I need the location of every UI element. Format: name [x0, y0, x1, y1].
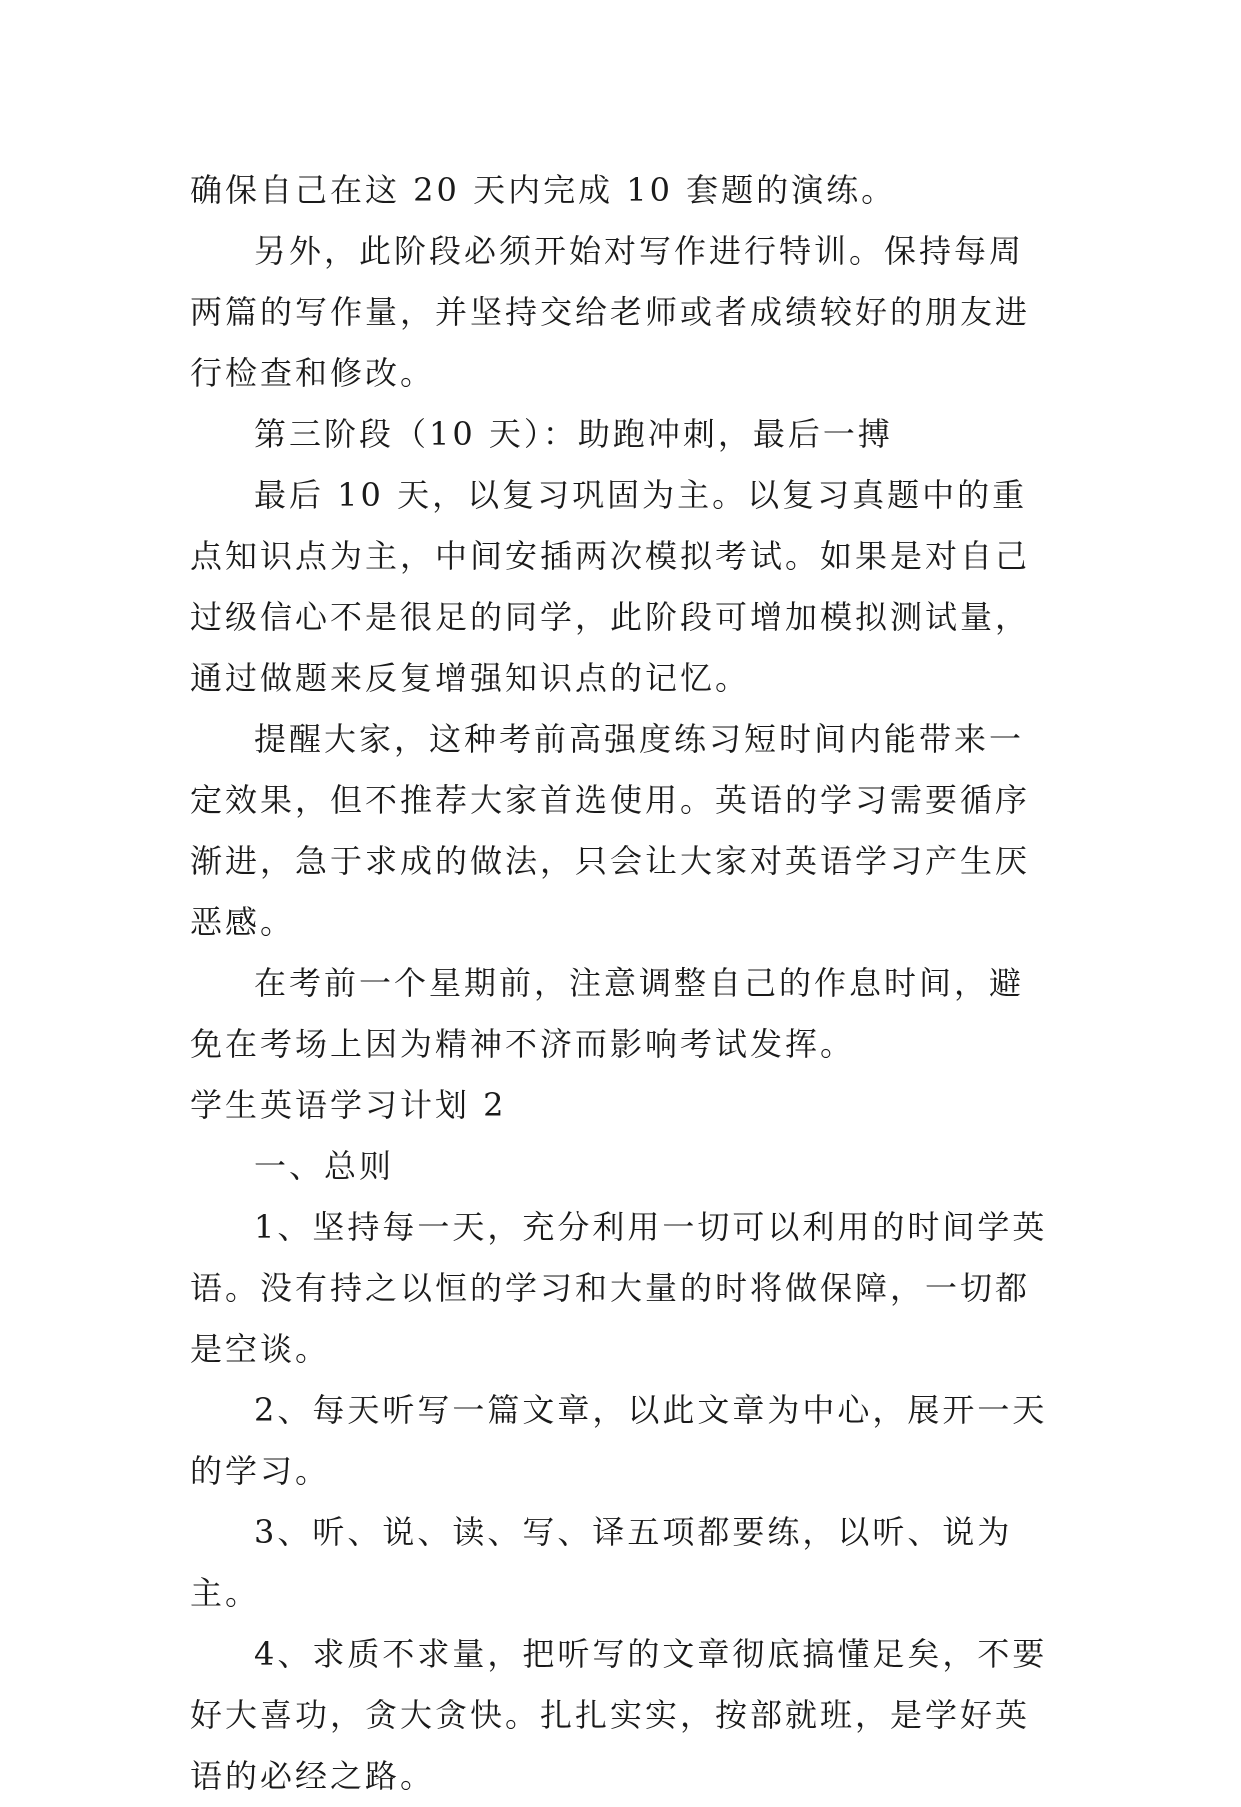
document-section-title: 学生英语学习计划 2	[190, 1086, 507, 1124]
list-item-rule-4: 4、求质不求量，把听写的文章彻底搞懂足矣，不要好大喜功，贪大贪快。扎扎实实，按部就班，是学好英语的必经之路。	[190, 1635, 1048, 1795]
list-item-rule-3: 3、听、说、读、写、译五项都要练，以听、说为主。	[190, 1513, 1013, 1612]
section-heading-stage-three: 第三阶段（10 天）：助跑冲刺，最后一搏	[254, 415, 893, 453]
document-body	[190, 160, 1056, 1807]
list-item-rule-2: 2、每天听写一篇文章，以此文章为中心，展开一天的学习。	[190, 1391, 1048, 1490]
list-item-rule-1: 1、坚持每一天，充分利用一切可以利用的时间学英语。没有持之以恒的学习和大量的时将做保障，一切都是空谈。	[190, 1208, 1048, 1368]
paragraph-practice-completion: 确保自己在这 20 天内完成 10 套题的演练。	[190, 171, 897, 209]
paragraph-final-review: 最后 10 天，以复习巩固为主。以复习真题中的重点知识点为主，中间安插两次模拟考试。如果是对自己过级信心不是很足的同学，此阶段可增加模拟测试量，通过做题来反复增强知识点的记忆。	[190, 476, 1031, 697]
paragraph-writing-training: 另外，此阶段必须开始对写作进行特训。保持每周两篇的写作量，并坚持交给老师或者成绩较好的朋友进行检查和修改。	[190, 232, 1031, 392]
paragraph-rest-schedule: 在考前一个星期前，注意调整自己的作息时间，避免在考场上因为精神不济而影响考试发挥。	[190, 964, 1025, 1063]
paragraph-reminder: 提醒大家，这种考前高强度练习短时间内能带来一定效果，但不推荐大家首选使用。英语的学习需要循序渐进，急于求成的做法，只会让大家对英语学习产生厌恶感。	[190, 720, 1031, 941]
section-heading-general-rules: 一、总则	[254, 1147, 395, 1185]
